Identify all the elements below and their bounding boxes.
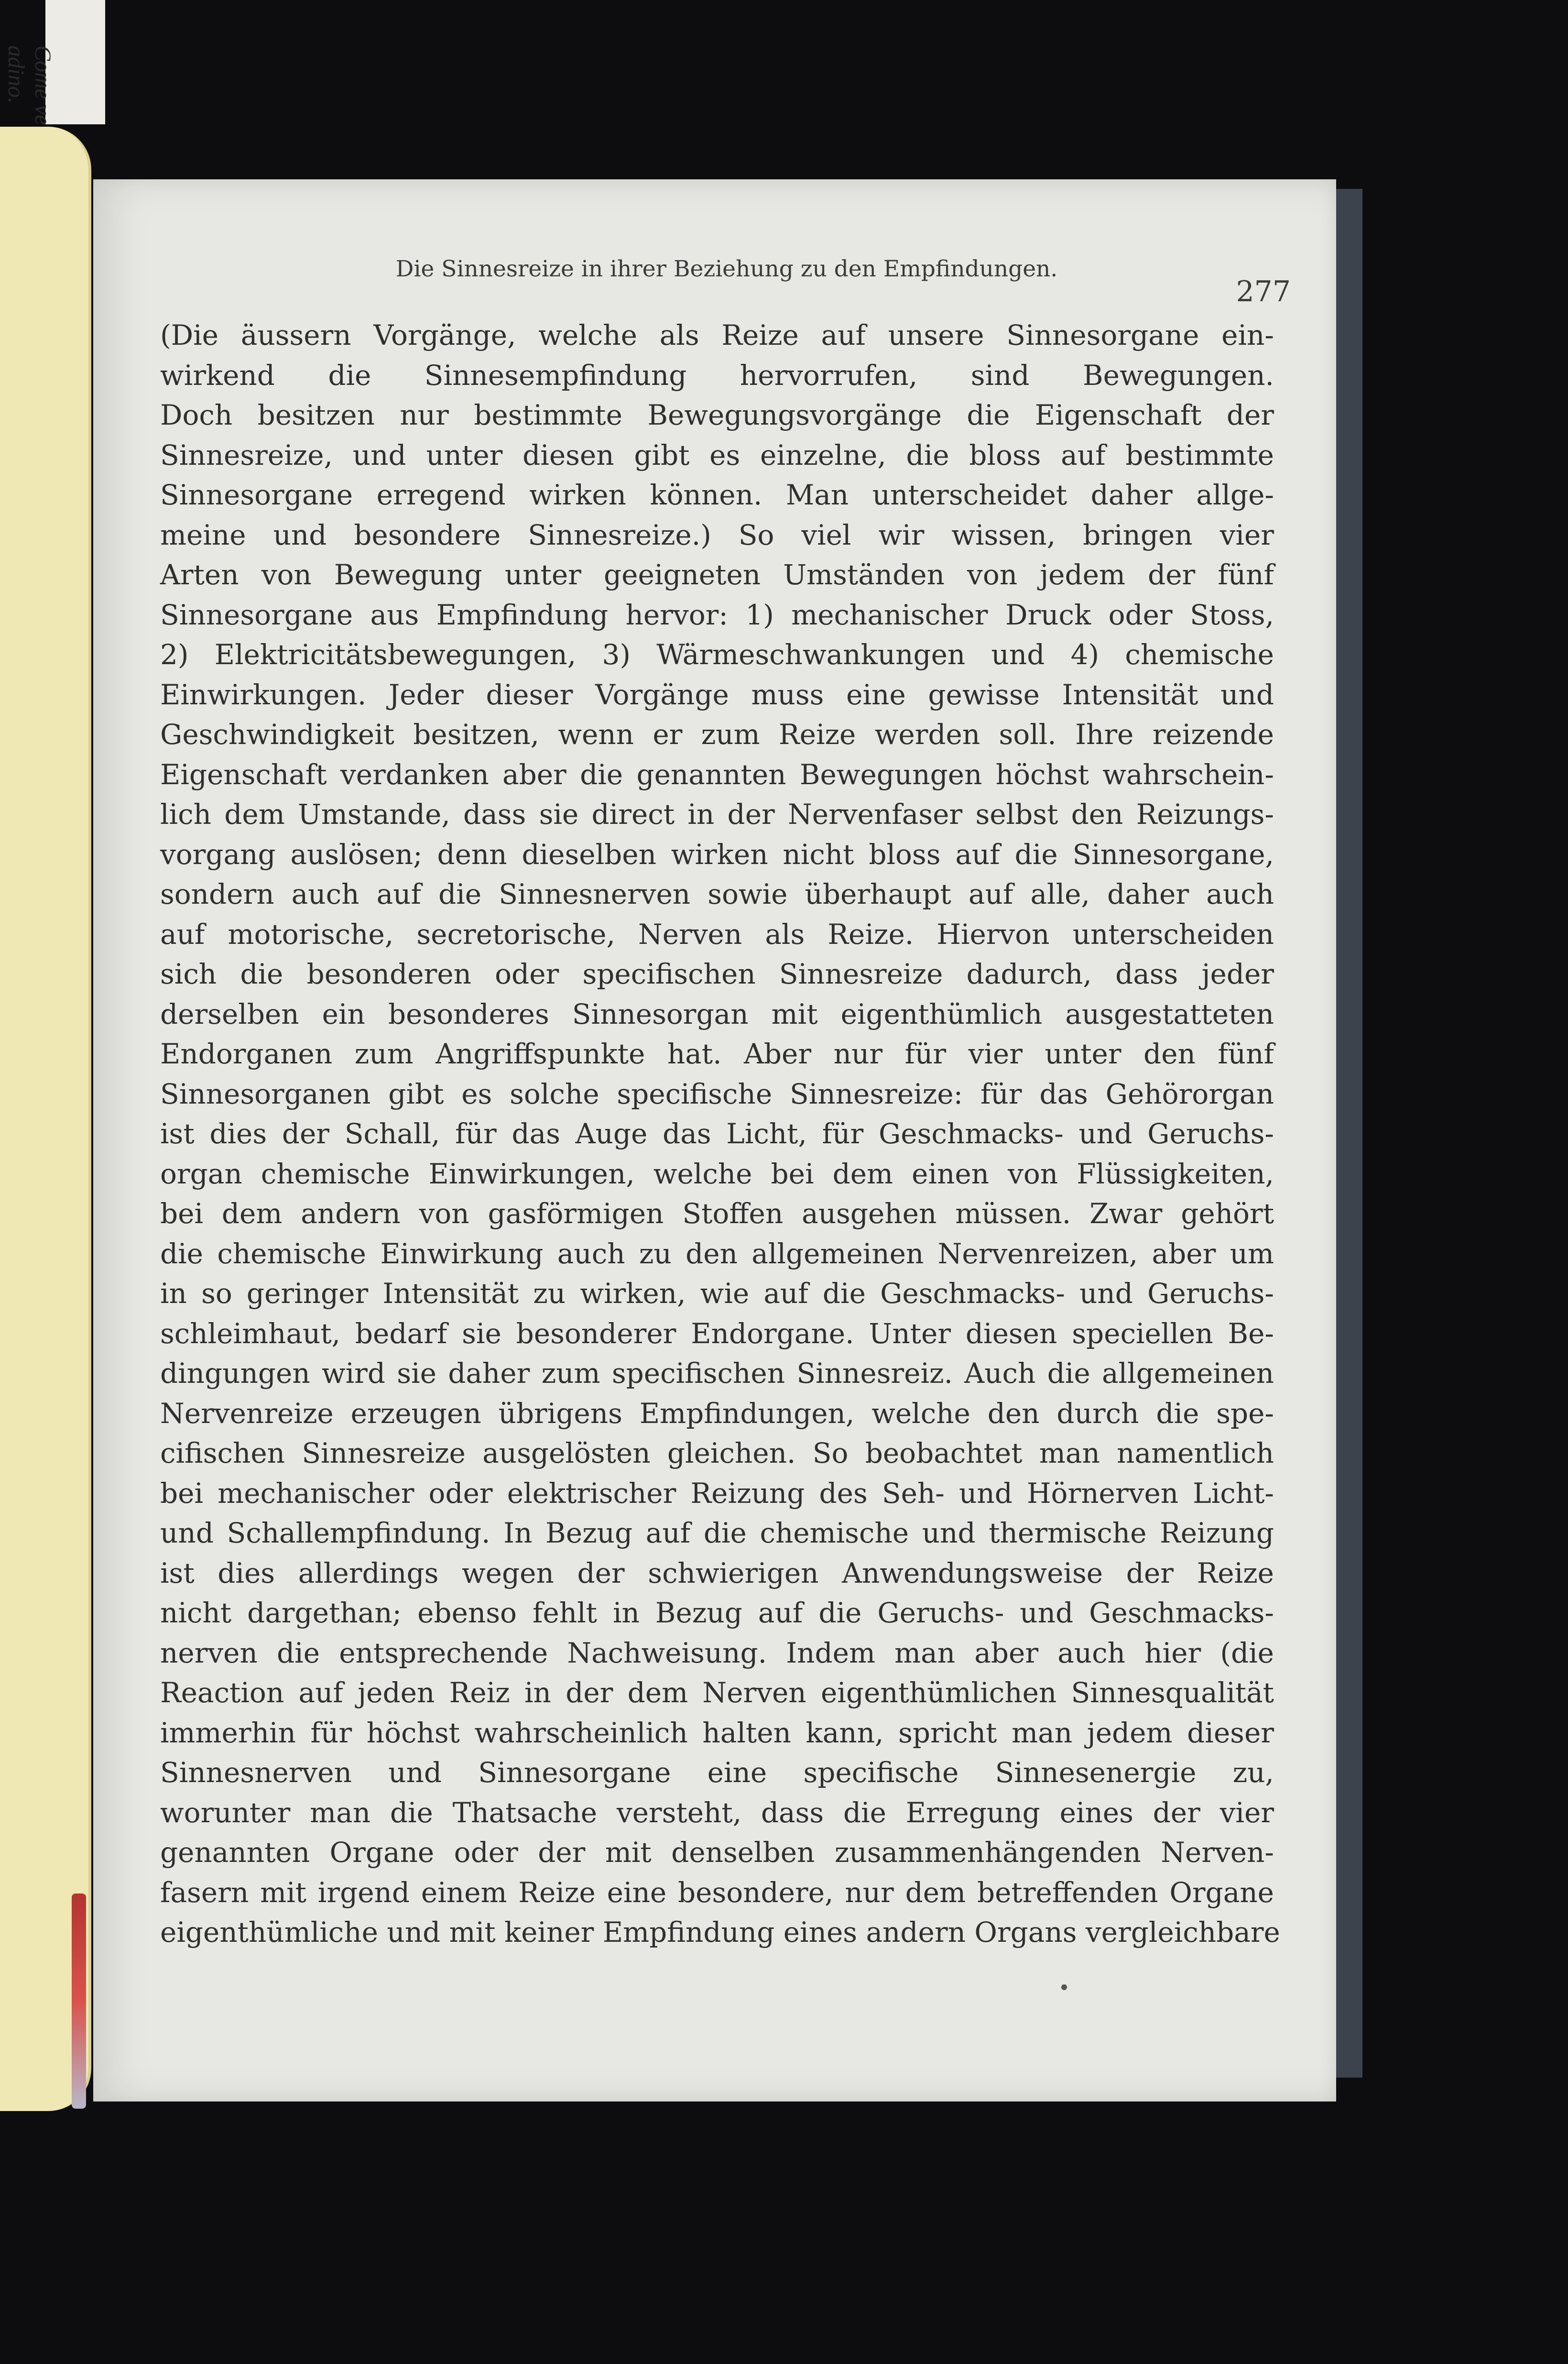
text-line: und Schallempfindung. In Bezug auf die chemische und thermische Reizung [160, 1517, 1274, 1549]
text-line: organ chemische Einwirkungen, welche bei dem einen von Flüssigkeiten, [160, 1157, 1274, 1190]
text-line: cifischen Sinnesreize ausgelösten gleichen. So beobachtet man namentlich [160, 1437, 1274, 1469]
text-line: die chemische Einwirkung auch zu den allgemeinen Nervenreizen, aber um [160, 1237, 1274, 1270]
text-line: Endorganen zum Angriffspunkte hat. Aber nur für vier unter den fünf [160, 1038, 1274, 1070]
text-line: Sinnesorgane erregend wirken können. Man unterscheidet daher allge- [160, 479, 1274, 511]
text-line: bei mechanischer oder elektrischer Reizung des Seh- und Hörnerven Licht- [160, 1477, 1274, 1510]
text-line: bei dem andern von gasförmigen Stoffen ausgehen müssen. Zwar gehört [160, 1197, 1274, 1230]
scrap-text [2, 45, 56, 125]
text-line: nerven die entsprechende Nachweisung. Indem man aber auch hier (die [160, 1636, 1274, 1669]
bookmark-ribbon [72, 1893, 86, 2109]
text-line: Sinnesreize, und unter diesen gibt es einzelne, die bloss auf bestimmte [160, 438, 1274, 471]
text-line: Doch besitzen nur bestimmte Bewegungsvorgänge die Eigenschaft der [160, 399, 1274, 431]
text-line: Arten von Bewegung unter geeigneten Umständen von jedem der fünf [160, 558, 1274, 591]
text-line: nicht dargethan; ebenso fehlt in Bezug auf die Geruchs- und Geschmacks- [160, 1597, 1274, 1629]
text-line: 2) Elektricitätsbewegungen, 3) Wärmeschwankungen und 4) chemische [160, 638, 1274, 671]
text-line: Sinnesorgane aus Empfindung hervor: 1) mechanischer Druck oder Stoss, [160, 598, 1274, 631]
text-line: Einwirkungen. Jeder dieser Vorgänge muss eine gewisse Intensität und [160, 678, 1274, 711]
text-line: in so geringer Intensität zu wirken, wie auf die Geschmacks- und Geruchs- [160, 1277, 1274, 1310]
paper-scrap [3, 0, 105, 125]
body-text [160, 316, 1280, 1953]
text-line: sich die besonderen oder specifischen Sinnesreize dadurch, dass jeder [160, 958, 1274, 990]
ink-speck [1061, 1984, 1067, 1990]
text-line: Nervenreize erzeugen übrigens Empfindungen, welche den durch die spe- [160, 1397, 1274, 1430]
scrap-line: adino. [3, 45, 29, 104]
running-head: Die Sinnesreize in ihrer Beziehung zu den Empfindungen. [395, 256, 1058, 282]
text-line: genannten Organe oder der mit denselben zusammenhängenden Nerven- [160, 1836, 1274, 1869]
text-line: ist dies allerdings wegen der schwierigen Anwendungsweise der Reize [160, 1556, 1274, 1589]
text-line: vorgang auslösen; denn dieselben wirken nicht bloss auf die Sinnesorgane, [160, 838, 1274, 871]
text-line: immerhin für höchst wahrscheinlich halten kann, spricht man jedem dieser [160, 1716, 1274, 1749]
text-line: Sinnesorganen gibt es solche specifische Sinnesreize: für das Gehörorgan [160, 1077, 1274, 1110]
scrap-line: Come ve [30, 45, 55, 125]
text-line: dingungen wird sie daher zum specifischen Sinnesreiz. Auch die allgemeinen [160, 1357, 1274, 1390]
text-line: lich dem Umstande, dass sie direct in der Nervenfaser selbst den Reizungs- [160, 798, 1274, 831]
text-line: ist dies der Schall, für das Auge das Licht, für Geschmacks- und Geruchs- [160, 1117, 1274, 1150]
text-line: sondern auch auf die Sinnesnerven sowie überhaupt auf alle, daher auch [160, 878, 1274, 910]
text-line: (Die äussern Vorgänge, welche als Reize auf unsere Sinnesorgane ein- [160, 319, 1274, 351]
text-line: Eigenschaft verdanken aber die genannten Bewegungen höchst wahrschein- [160, 758, 1274, 791]
text-line: worunter man die Thatsache versteht, dass die Erregung eines der vier [160, 1796, 1274, 1829]
text-line: fasern mit irgend einem Reize eine besondere, nur dem betreffenden Organe [160, 1876, 1274, 1909]
text-line: Geschwindigkeit besitzen, wenn er zum Reize werden soll. Ihre reizende [160, 718, 1274, 751]
book-page [93, 179, 1336, 2101]
text-line: wirkend die Sinnesempfindung hervorrufen, sind Bewegungen. [160, 359, 1274, 392]
text-line: eigenthümliche und mit keiner Empfindung eines andern Organs vergleichbare [160, 1916, 1280, 1948]
text-line: schleimhaut, bedarf sie besonderer Endorgane. Unter diesen speciellen Be- [160, 1317, 1274, 1350]
text-line: derselben ein besonderes Sinnesorgan mit eigenthümlich ausgestatteten [160, 997, 1274, 1030]
text-line: meine und besondere Sinnesreize.) So viel wir wissen, bringen vier [160, 518, 1274, 551]
text-line: Sinnesnerven und Sinnesorgane eine specifische Sinnesenergie zu, [160, 1756, 1274, 1789]
text-line: auf motorische, secretorische, Nerven als Reize. Hiervon unterscheiden [160, 918, 1274, 951]
page-number: 277 [1236, 275, 1291, 308]
left-page-edge [0, 127, 91, 2111]
text-line: Reaction auf jeden Reiz in der dem Nerven eigenthümlichen Sinnesqualität [160, 1676, 1274, 1709]
